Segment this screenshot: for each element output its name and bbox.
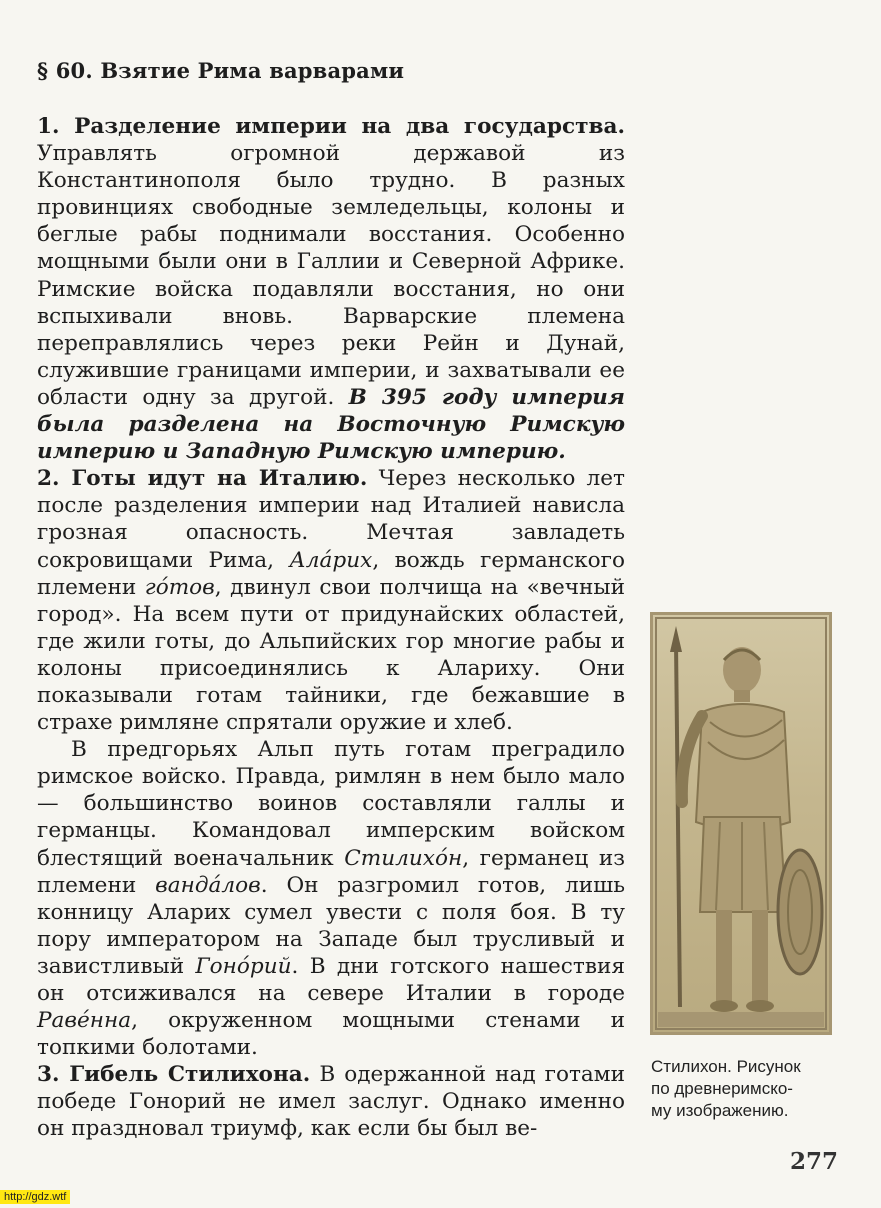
watermark-link[interactable]: http://gdz.wtf (0, 1190, 70, 1204)
section-2-p2-e: , окруженном мощными стенами и топкими болотами. (37, 1008, 625, 1061)
page-number: 277 (790, 1148, 839, 1175)
illustration-caption (651, 1056, 851, 1122)
section-3-title: 3. Гибель Стилихона. (37, 1062, 311, 1088)
section-1-title: 1. Разделение империи на два государства. (37, 114, 625, 139)
section-3-text: В одержанной над готами победе Гонорий не имел заслуг. Однако именно он праздновал триумф, как если бы был ве- (37, 1062, 625, 1142)
caption-line-2: по древнеримско- (651, 1079, 793, 1098)
section-heading: § 60. Взятие Рима варварами (37, 58, 405, 83)
section-2-p2-d: . В дни готского нашествия он отсиживался на севере Италии в городе (37, 953, 625, 1006)
caption-line-1: Стилихон. Рисунок (651, 1057, 801, 1076)
paragraph-section-1 (37, 113, 625, 465)
caption-line-3: му изображению. (651, 1101, 789, 1120)
section-2-p2-c: . Он разгромил готов, лишь конницу Аларих сумел увести с поля боя. В ту пору императором на Западе был трусливый и завистливый (37, 872, 625, 979)
paragraph-section-2-continued (37, 736, 625, 1061)
section-2-text-c: , двинул свои полчища на «вечный город». На всем пути от придунайских областей, где жили готы, до Альпийских гор многие рабы и колоны присоединялись к Алариху. Они показывали готам тайники, где бежавшие в страхе римляне спрятали оружие и хлеб. (37, 574, 625, 736)
main-text-column (37, 113, 625, 1143)
term-goths: го́тов (144, 574, 215, 600)
section-1-emphasis: В 395 году империя была разделена на Восточную Римскую империю и Западную Римскую империю. (37, 384, 625, 465)
term-honorius: Гоно́рий (195, 953, 292, 979)
stilicho-figure-drawing (650, 612, 832, 1035)
paragraph-section-2 (37, 465, 625, 736)
term-vandals: ванда́лов (155, 872, 261, 898)
section-2-p2-a: В предгорьях Альп путь готам преградило римское войско. Правда, римлян в нем было мало — большинство воинов составляли галлы и германцы. Командовал имперским войском блестящий военачальник (37, 737, 625, 871)
term-ravenna: Раве́нна (37, 1008, 132, 1034)
stilicho-illustration (650, 612, 832, 1035)
section-2-p2-b: , германец из племени (37, 845, 626, 898)
section-2-title: 2. Готы идут на Италию. (37, 466, 368, 492)
term-alaric: Ала́рих (289, 547, 373, 573)
paragraph-section-3 (37, 1061, 625, 1142)
term-stilicho: Стилихо́н (344, 845, 463, 871)
section-1-text: Управлять огромной державой из Константинополя было трудно. В разных провинциях свободные земледельцы, колоны и беглые рабы поднимали восстания. Особенно мощными были они в Галлии и Северной Африке. Римские войска подавляли восстания, но они вспыхивали вновь. Варварские племена переправлялись через реки Рейн и Дунай, служившие границами империи, и захватывали ее области одну за другой. (37, 141, 625, 410)
section-2-text-a: Через несколько лет после разделения империи над Италией нависла грозная опасность. Мечтая завладеть сокровищами Рима, (37, 466, 625, 573)
section-2-text-b: , вождь германского племени (37, 547, 625, 600)
